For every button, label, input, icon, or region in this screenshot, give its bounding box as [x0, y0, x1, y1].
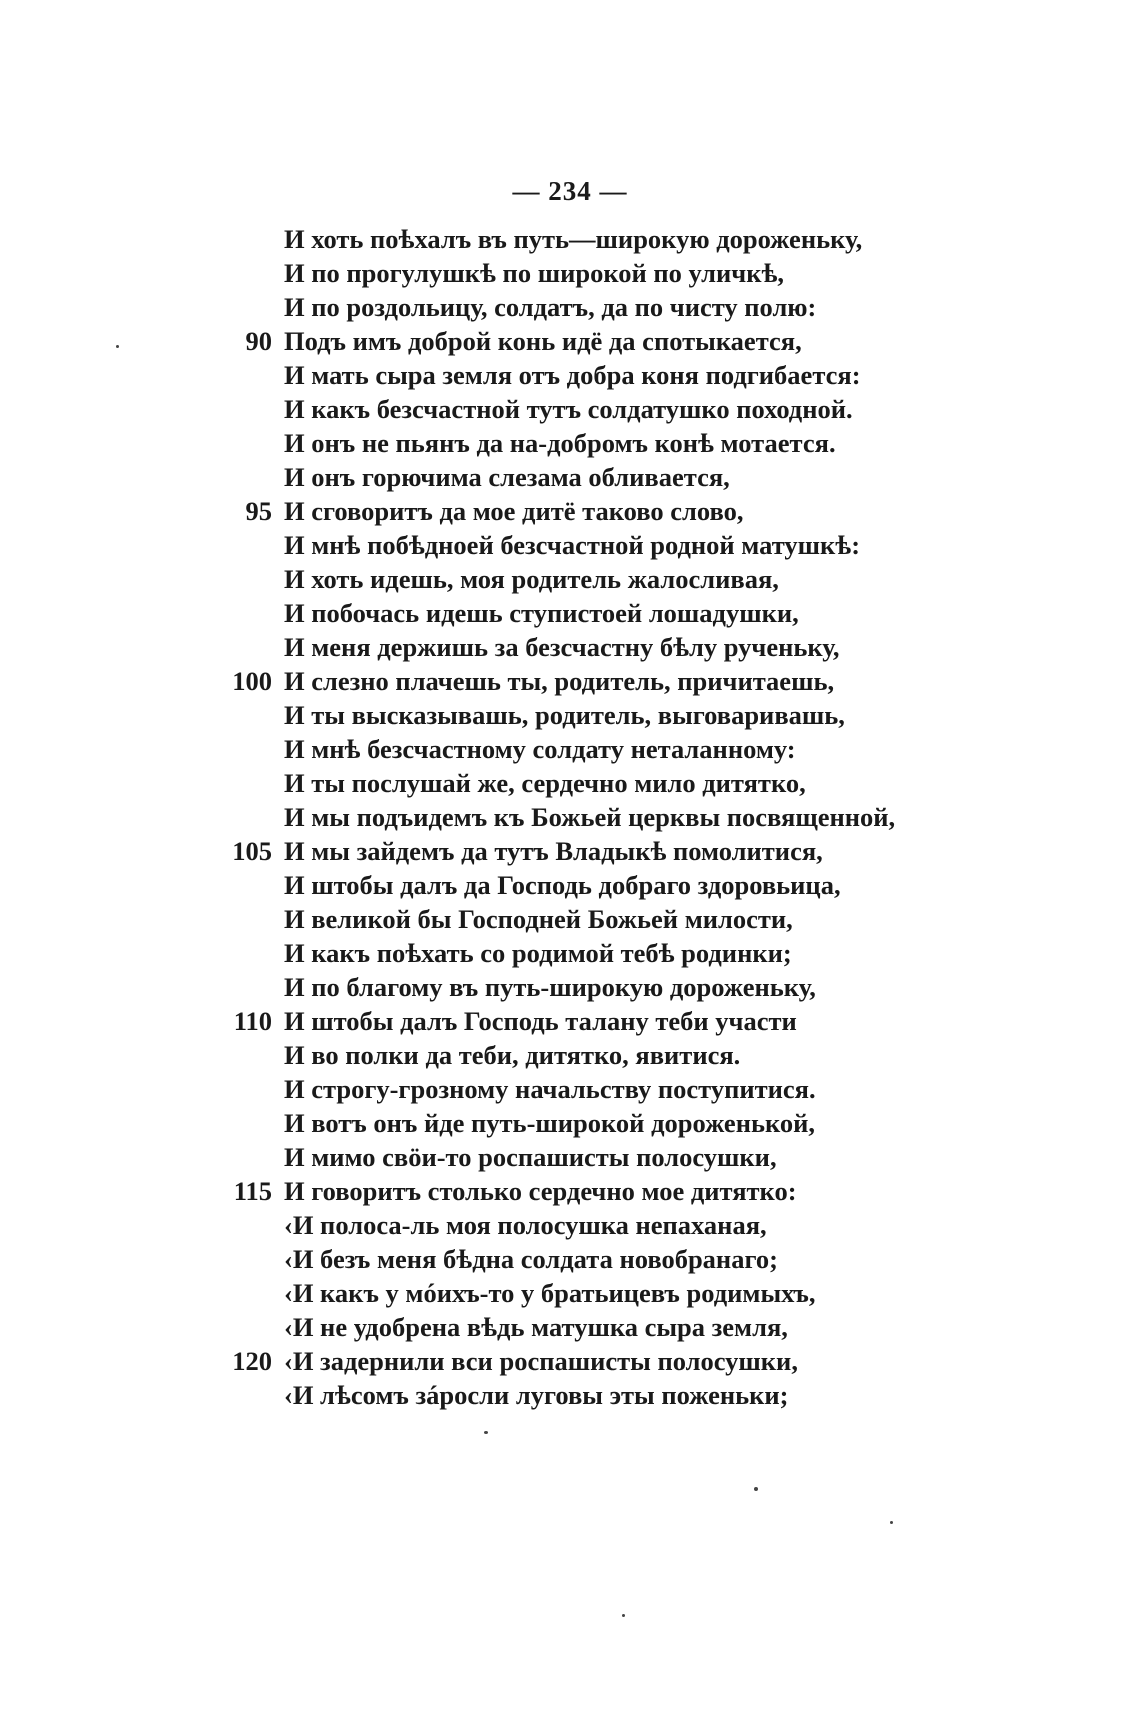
poem-text — [0, 222, 1140, 1412]
poem-line — [0, 290, 1140, 324]
line-text: И строгу-грозному начальству поступитися. — [284, 1074, 816, 1104]
line-text: И во полки да теби, дитятко, явитися. — [284, 1040, 741, 1070]
poem-line — [0, 970, 1140, 1004]
print-speck — [484, 1431, 488, 1434]
line-text: И вотъ онъ йде путь-широкой дороженькой, — [284, 1108, 816, 1138]
line-text: Подъ имъ доброй конь идё да спотыкается, — [284, 326, 802, 356]
poem-line — [0, 1208, 1140, 1242]
poem-line — [0, 1276, 1140, 1310]
poem-line — [0, 1242, 1140, 1276]
line-text: ‹И какъ у мóихъ-то у братьицевъ родимыхъ, — [284, 1278, 816, 1308]
poem-line — [0, 936, 1140, 970]
line-text: И говоритъ столько сердечно мое дитятко: — [284, 1176, 797, 1206]
line-number: 120 — [232, 1346, 272, 1376]
line-text: И мы зайдемъ да тутъ Владыкѣ помолитися, — [284, 836, 823, 866]
line-text: ‹И не удобрена вѣдь матушка сыра земля, — [284, 1312, 788, 1342]
poem-line — [0, 494, 1140, 528]
page-number: — 234 — — [512, 176, 628, 206]
line-text: И ты высказывашь, родитель, выговаривашь, — [284, 700, 845, 730]
print-speck — [890, 1521, 893, 1524]
line-number: 100 — [232, 666, 272, 696]
poem-line — [0, 460, 1140, 494]
line-text: И побочась идешь ступистоей лошадушки, — [284, 598, 799, 628]
line-text: И ты послушай же, сердечно мило дитятко, — [284, 768, 806, 798]
line-text: ‹И задернили вси роспашисты полосушки, — [284, 1346, 798, 1376]
poem-line — [0, 256, 1140, 290]
line-text: И мать сыра земля отъ добра коня подгибается: — [284, 360, 861, 390]
line-text: И мнѣ безсчастному солдату неталанному: — [284, 734, 796, 764]
poem-line — [0, 902, 1140, 936]
poem-line — [0, 1106, 1140, 1140]
print-speck — [754, 1487, 758, 1491]
line-text: И слезно плачешь ты, родитель, причитаешь, — [284, 666, 835, 696]
line-text: И по прогулушкѣ по широкой по уличкѣ, — [284, 258, 784, 288]
line-text: И мимо свöи-то роспашисты полосушки, — [284, 1142, 777, 1172]
line-number: 110 — [233, 1006, 272, 1036]
poem-line — [0, 630, 1140, 664]
poem-line — [0, 1310, 1140, 1344]
line-text: И мы подъидемъ къ Божьей церквы посвященной, — [284, 802, 896, 832]
line-number: 90 — [245, 326, 272, 356]
poem-line — [0, 528, 1140, 562]
line-text: И по благому въ путь-широкую дороженьку, — [284, 972, 816, 1002]
poem-line — [0, 868, 1140, 902]
poem-line — [0, 596, 1140, 630]
line-text: И какъ безсчастной тутъ солдатушко походной. — [284, 394, 853, 424]
line-text: И какъ поѣхать со родимой тебѣ родинки; — [284, 938, 792, 968]
line-text: ‹И безъ меня бѣдна солдата новобранаго; — [284, 1244, 778, 1274]
poem-line — [0, 1344, 1140, 1378]
line-number: 95 — [245, 496, 272, 526]
poem-line — [0, 222, 1140, 256]
line-text: И мнѣ побѣдноей безсчастной родной матушкѣ: — [284, 530, 861, 560]
line-text: И штобы далъ да Господь добраго здоровьица, — [284, 870, 841, 900]
line-number: 105 — [232, 836, 272, 866]
poem-line — [0, 1140, 1140, 1174]
poem-line — [0, 324, 1140, 358]
poem-line — [0, 1174, 1140, 1208]
print-speck — [622, 1614, 625, 1617]
poem-line — [0, 834, 1140, 868]
poem-line — [0, 1038, 1140, 1072]
poem-line — [0, 1004, 1140, 1038]
poem-line — [0, 426, 1140, 460]
line-text: И по роздольицу, солдатъ, да по чисту полю: — [284, 292, 817, 322]
poem-line — [0, 392, 1140, 426]
line-text: И великой бы Господней Божьей милости, — [284, 904, 793, 934]
line-text: И меня держишь за безсчастну бѣлу рученьку, — [284, 632, 840, 662]
line-text: ‹И полоса-ль моя полосушка непаханая, — [284, 1210, 767, 1240]
line-text: И сговоритъ да мое дитё таково слово, — [284, 496, 744, 526]
line-text: И штобы далъ Господь талану теби участи — [284, 1006, 797, 1036]
poem-line — [0, 664, 1140, 698]
poem-line — [0, 562, 1140, 596]
poem-line — [0, 732, 1140, 766]
line-text: ‹И лѣсомъ зáросли луговы эты поженьки; — [284, 1380, 789, 1410]
line-text: И хоть поѣхалъ въ путь—широкую дороженьку, — [284, 224, 863, 254]
poem-line — [0, 698, 1140, 732]
line-number: 115 — [233, 1176, 272, 1206]
print-speck — [116, 345, 119, 348]
poem-line — [0, 1378, 1140, 1412]
poem-line — [0, 358, 1140, 392]
line-text: И онъ не пьянъ да на-добромъ конѣ мотается. — [284, 428, 836, 458]
poem-line — [0, 766, 1140, 800]
line-text: И хоть идешь, моя родитель жалосливая, — [284, 564, 779, 594]
poem-line — [0, 800, 1140, 834]
line-text: И онъ горючима слезама обливается, — [284, 462, 730, 492]
poem-line — [0, 1072, 1140, 1106]
